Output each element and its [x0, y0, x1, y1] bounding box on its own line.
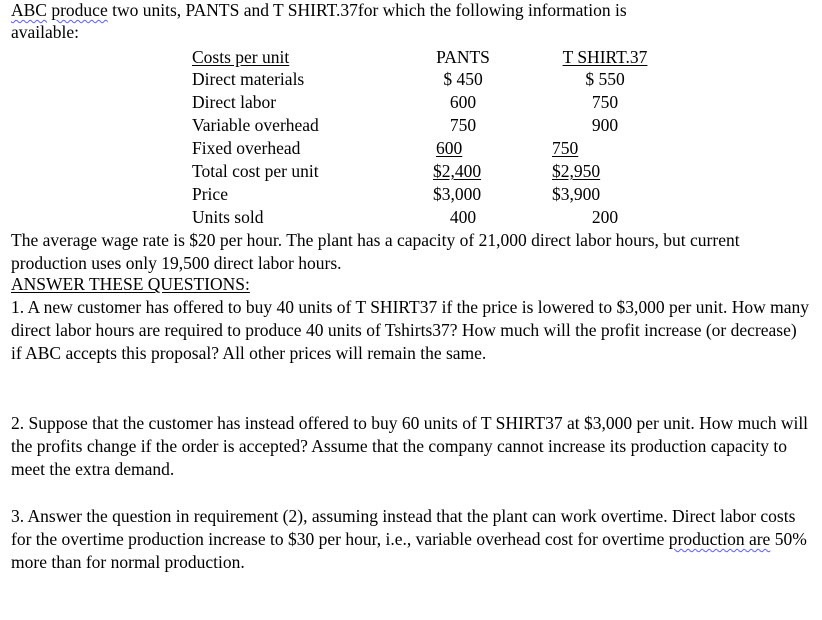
table-row-label: Direct labor [192, 92, 277, 112]
table-cell-tshirt: $2,950 [552, 161, 601, 181]
table-header-pants: PANTS [436, 47, 490, 67]
info-paragraph: The average wage rate is $20 per hour. The plant has a capacity of 21,000 direct labor hours, but current production uses only 19,500 direct labor hours. [11, 230, 740, 273]
table-row-label: Total cost per unit [192, 161, 319, 181]
table-cell-pants: $ 450 [443, 69, 483, 89]
intro-rest: two units, PANTS and T SHIRT.37for which the following information is [107, 0, 627, 20]
question-1: 1. A new customer has offered to buy 40 units of T SHIRT37 if the price is lowered to $3,000 per unit. How many direct labor hours are required to produce 40 units of Tshirts37? How much will the profit increase (or decrease) if ABC accepts this proposal? All other prices will remain the same. [11, 297, 809, 363]
table-cell-pants: 600 [449, 92, 477, 112]
question-3-flagged: production are [668, 529, 771, 549]
question-3-end: 50% more than for normal production. [11, 529, 807, 572]
table-row-label: Price [192, 184, 228, 204]
intro-line-1 [11, 0, 627, 20]
question-2: 2. Suppose that the customer has instead offered to buy 60 units of T SHIRT37 at $3,000 per unit. How much will the profits change if the order is accepted? Assume that the company cannot increase its production capacity to meet the extra demand. [11, 413, 809, 479]
intro-company: ABC [11, 0, 47, 20]
table-cell-pants: 400 [449, 207, 477, 227]
table-cell-tshirt: $ 550 [585, 69, 625, 89]
intro-line-2: available: [11, 22, 80, 42]
question-3-text: 3. Answer the question in requirement (2), assuming instead that the plant can work overtime. Direct labor costs for the overtime production increase to $30 per hour, i.e., variable overhead cost for overtime [11, 506, 796, 549]
table-cell-tshirt: 200 [591, 207, 619, 227]
table-cell-tshirt: 750 [552, 138, 579, 158]
table-header-costs: Costs per unit [192, 47, 290, 67]
intro-verb: produce [51, 0, 108, 20]
table-row-label: Fixed overhead [192, 138, 301, 158]
table-cell-tshirt: $3,900 [552, 184, 601, 204]
table-row-label: Variable overhead [192, 115, 319, 135]
table-cell-tshirt: 750 [591, 92, 619, 112]
questions-heading: ANSWER THESE QUESTIONS: [11, 274, 250, 294]
table-cell-pants: 750 [449, 115, 477, 135]
table-cell-pants: 600 [436, 138, 463, 158]
question-3 [11, 505, 811, 574]
table-row-label: Units sold [192, 207, 264, 227]
table-cell-pants: $3,000 [433, 184, 482, 204]
table-cell-tshirt: 900 [591, 115, 619, 135]
table-row-label: Direct materials [192, 69, 305, 89]
table-cell-pants: $2,400 [433, 161, 482, 181]
table-header-tshirt: T SHIRT.37 [562, 47, 648, 67]
